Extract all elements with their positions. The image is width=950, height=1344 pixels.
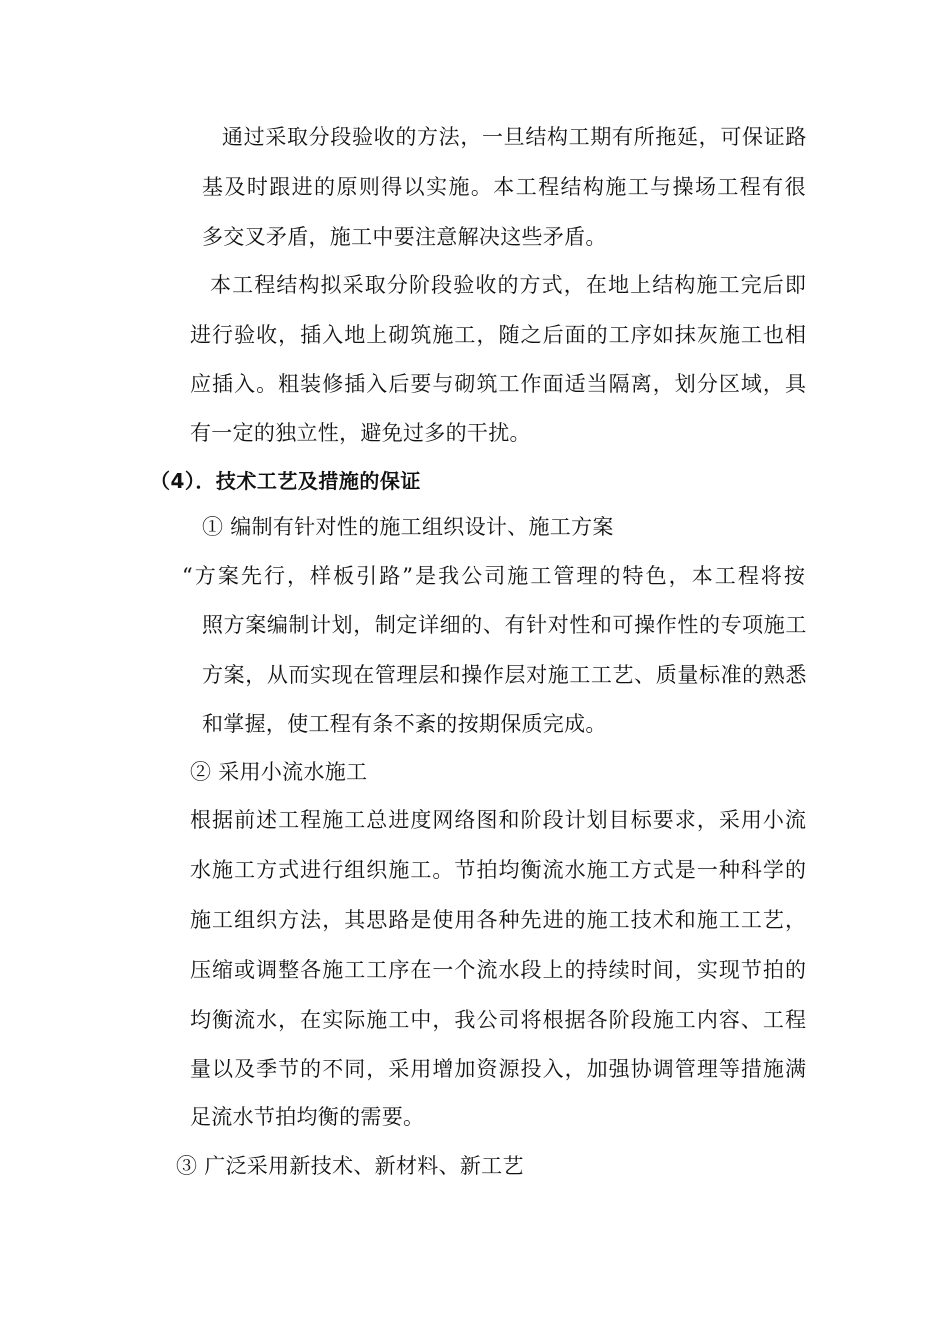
paragraph-line: 本工程结构拟采取分阶段验收的方式，在地上结构施工完后即 (210, 273, 807, 297)
paragraph-line: 施工组织方法，其思路是使用各种先进的施工技术和施工工艺， (190, 908, 808, 932)
paragraph-line: 应插入。粗装修插入后要与砌筑工作面适当隔离，划分区域，具 (190, 372, 808, 396)
subsection-heading: ① 编制有针对性的施工组织设计、施工方案 (202, 515, 614, 539)
paragraph-line: 通过采取分段验收的方法，一旦结构工期有所拖延，可保证路 (222, 125, 808, 149)
paragraph-line: 基及时跟进的原则得以实施。本工程结构施工与操场工程有很 (202, 175, 807, 199)
paragraph-line: 照方案编制计划，制定详细的、有针对性和可操作性的专项施工 (202, 613, 807, 637)
paragraph-line: 方案，从而实现在管理层和操作层对施工工艺、质量标准的熟悉 (202, 663, 807, 687)
paragraph-line: 压缩或调整各施工工序在一个流水段上的持续时间，实现节拍的 (190, 958, 808, 982)
paragraph-line: 和掌握，使工程有条不紊的按期保质完成。 (202, 712, 607, 736)
paragraph-line: “方案先行，样板引路”是我公司施工管理的特色，本工程将按 (182, 564, 807, 588)
paragraph-line: 均衡流水，在实际施工中，我公司将根据各阶段施工内容、工程 (190, 1008, 808, 1032)
subsection-heading: ② 采用小流水施工 (190, 760, 368, 784)
paragraph-line: 根据前述工程施工总进度网络图和阶段计划目标要求，采用小流 (190, 808, 808, 832)
paragraph-line: 多交叉矛盾，施工中要注意解决这些矛盾。 (202, 225, 607, 249)
paragraph-line: 水施工方式进行组织施工。节拍均衡流水施工方式是一种科学的 (190, 858, 808, 882)
section-heading: （4）．技术工艺及措施的保证 (150, 469, 421, 493)
paragraph-line: 有一定的独立性，避免过多的干扰。 (190, 421, 531, 445)
paragraph-line: 进行验收，插入地上砌筑施工，随之后面的工序如抹灰施工也相 (190, 323, 808, 347)
paragraph-line: 足流水节拍均衡的需要。 (190, 1105, 425, 1129)
paragraph-line: 量以及季节的不同，采用增加资源投入，加强协调管理等措施满 (190, 1057, 808, 1081)
subsection-heading: ③ 广泛采用新技术、新材料、新工艺 (176, 1154, 524, 1178)
